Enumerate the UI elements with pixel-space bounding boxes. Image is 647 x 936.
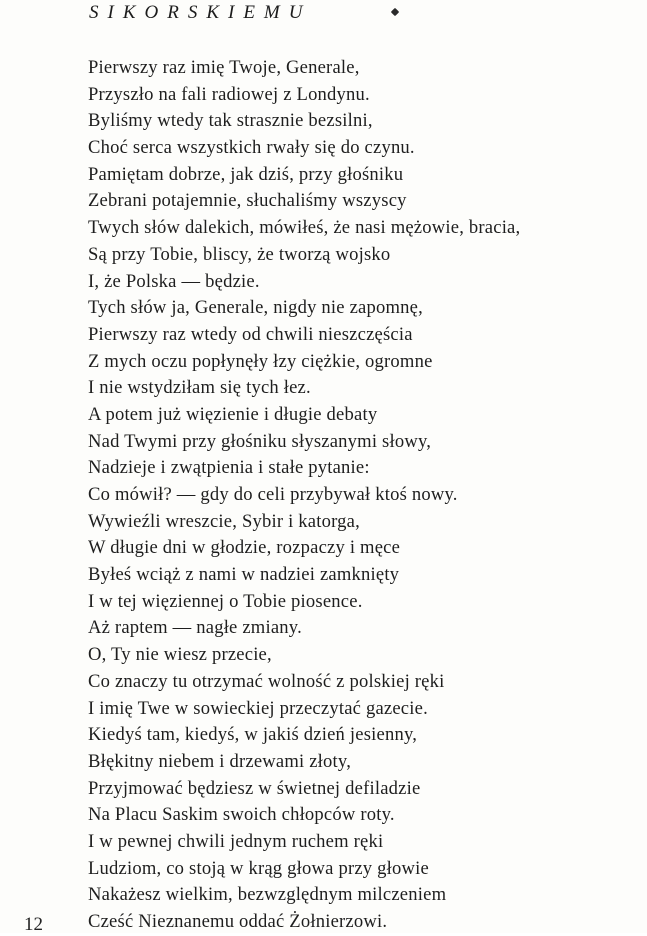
- poem-line: Są przy Tobie, bliscy, że tworzą wojsko: [88, 243, 391, 265]
- poem-line: Pamiętam dobrze, jak dziś, przy głośniku: [88, 163, 404, 185]
- poem-line: Byłeś wciąż z nami w nadziei zamknięty: [88, 564, 400, 586]
- page-number: 12: [24, 914, 43, 935]
- poem-line: O, Ty nie wiesz przecie,: [88, 644, 272, 666]
- poem-line: Co znaczy tu otrzymać wolność z polskiej ręki: [88, 670, 445, 692]
- poem-line: Wywieźli wreszcie, Sybir i katorga,: [88, 510, 360, 532]
- poem-line: I nie wstydziłam się tych łez.: [88, 377, 311, 399]
- poem-line: Aż raptem — nagłe zmiany.: [88, 617, 302, 639]
- poem-line: W długie dni w głodzie, rozpaczy i męce: [88, 537, 401, 559]
- poem-line: I w tej więziennej o Tobie piosence.: [88, 590, 363, 612]
- poem-line: Tych słów ja, Generale, nigdy nie zapomnę,: [88, 297, 423, 319]
- poem-line: A potem już więzienie i długie debaty: [88, 403, 378, 425]
- poem-line: Nakażesz wielkim, bezwzględnym milczeniem: [88, 884, 447, 906]
- poem-line: Przyszło na fali radiowej z Londynu.: [88, 83, 370, 105]
- poem-line: Przyjmować będziesz w świetnej defiladzie: [88, 777, 421, 799]
- poem-line: Pierwszy raz imię Twoje, Generale,: [88, 57, 360, 78]
- poem-line: Byliśmy wtedy tak strasznie bezsilni,: [88, 110, 373, 132]
- poem-line: Co mówił? — gdy do celi przybywał ktoś nowy.: [88, 484, 458, 505]
- poem-line: Pierwszy raz wtedy od chwili nieszczęścia: [88, 323, 413, 345]
- poem-line: Choć serca wszystkich rwały się do czynu.: [88, 137, 415, 159]
- poem-line: I imię Twe w sowieckiej przeczytać gazecie.: [88, 697, 428, 719]
- poem-line: Twych słów dalekich, mówiłeś, że nasi mężowie, bracia,: [88, 217, 521, 239]
- poem-line: Nadzieje i zwątpienia i stałe pytanie:: [88, 457, 370, 479]
- poem-line: Zebrani potajemnie, słuchaliśmy wszyscy: [88, 190, 407, 212]
- poem-line: I, że Polska — będzie.: [88, 270, 260, 292]
- ornament-mark: [391, 8, 399, 16]
- poem-title: SIKORSKIEMU: [89, 2, 312, 23]
- poem-line: Nad Twymi przy głośniku słyszanymi słowy,: [88, 430, 432, 452]
- poem-line: Na Placu Saskim swoich chłopców roty.: [88, 804, 395, 826]
- poem-line: I w pewnej chwili jednym ruchem ręki: [88, 830, 384, 852]
- poem-line: Kiedyś tam, kiedyś, w jakiś dzień jesienny,: [88, 724, 418, 746]
- poem-line: Z mych oczu popłynęły łzy ciężkie, ogromne: [88, 350, 433, 372]
- poem-body: [88, 55, 643, 936]
- poem-line: Cześć Nieznanemu oddać Żołnierzowi.: [88, 911, 388, 932]
- poem-line: Ludziom, co stoją w krąg głowa przy głowie: [88, 857, 429, 879]
- poem-line: Błękitny niebem i drzewami złoty,: [88, 750, 352, 772]
